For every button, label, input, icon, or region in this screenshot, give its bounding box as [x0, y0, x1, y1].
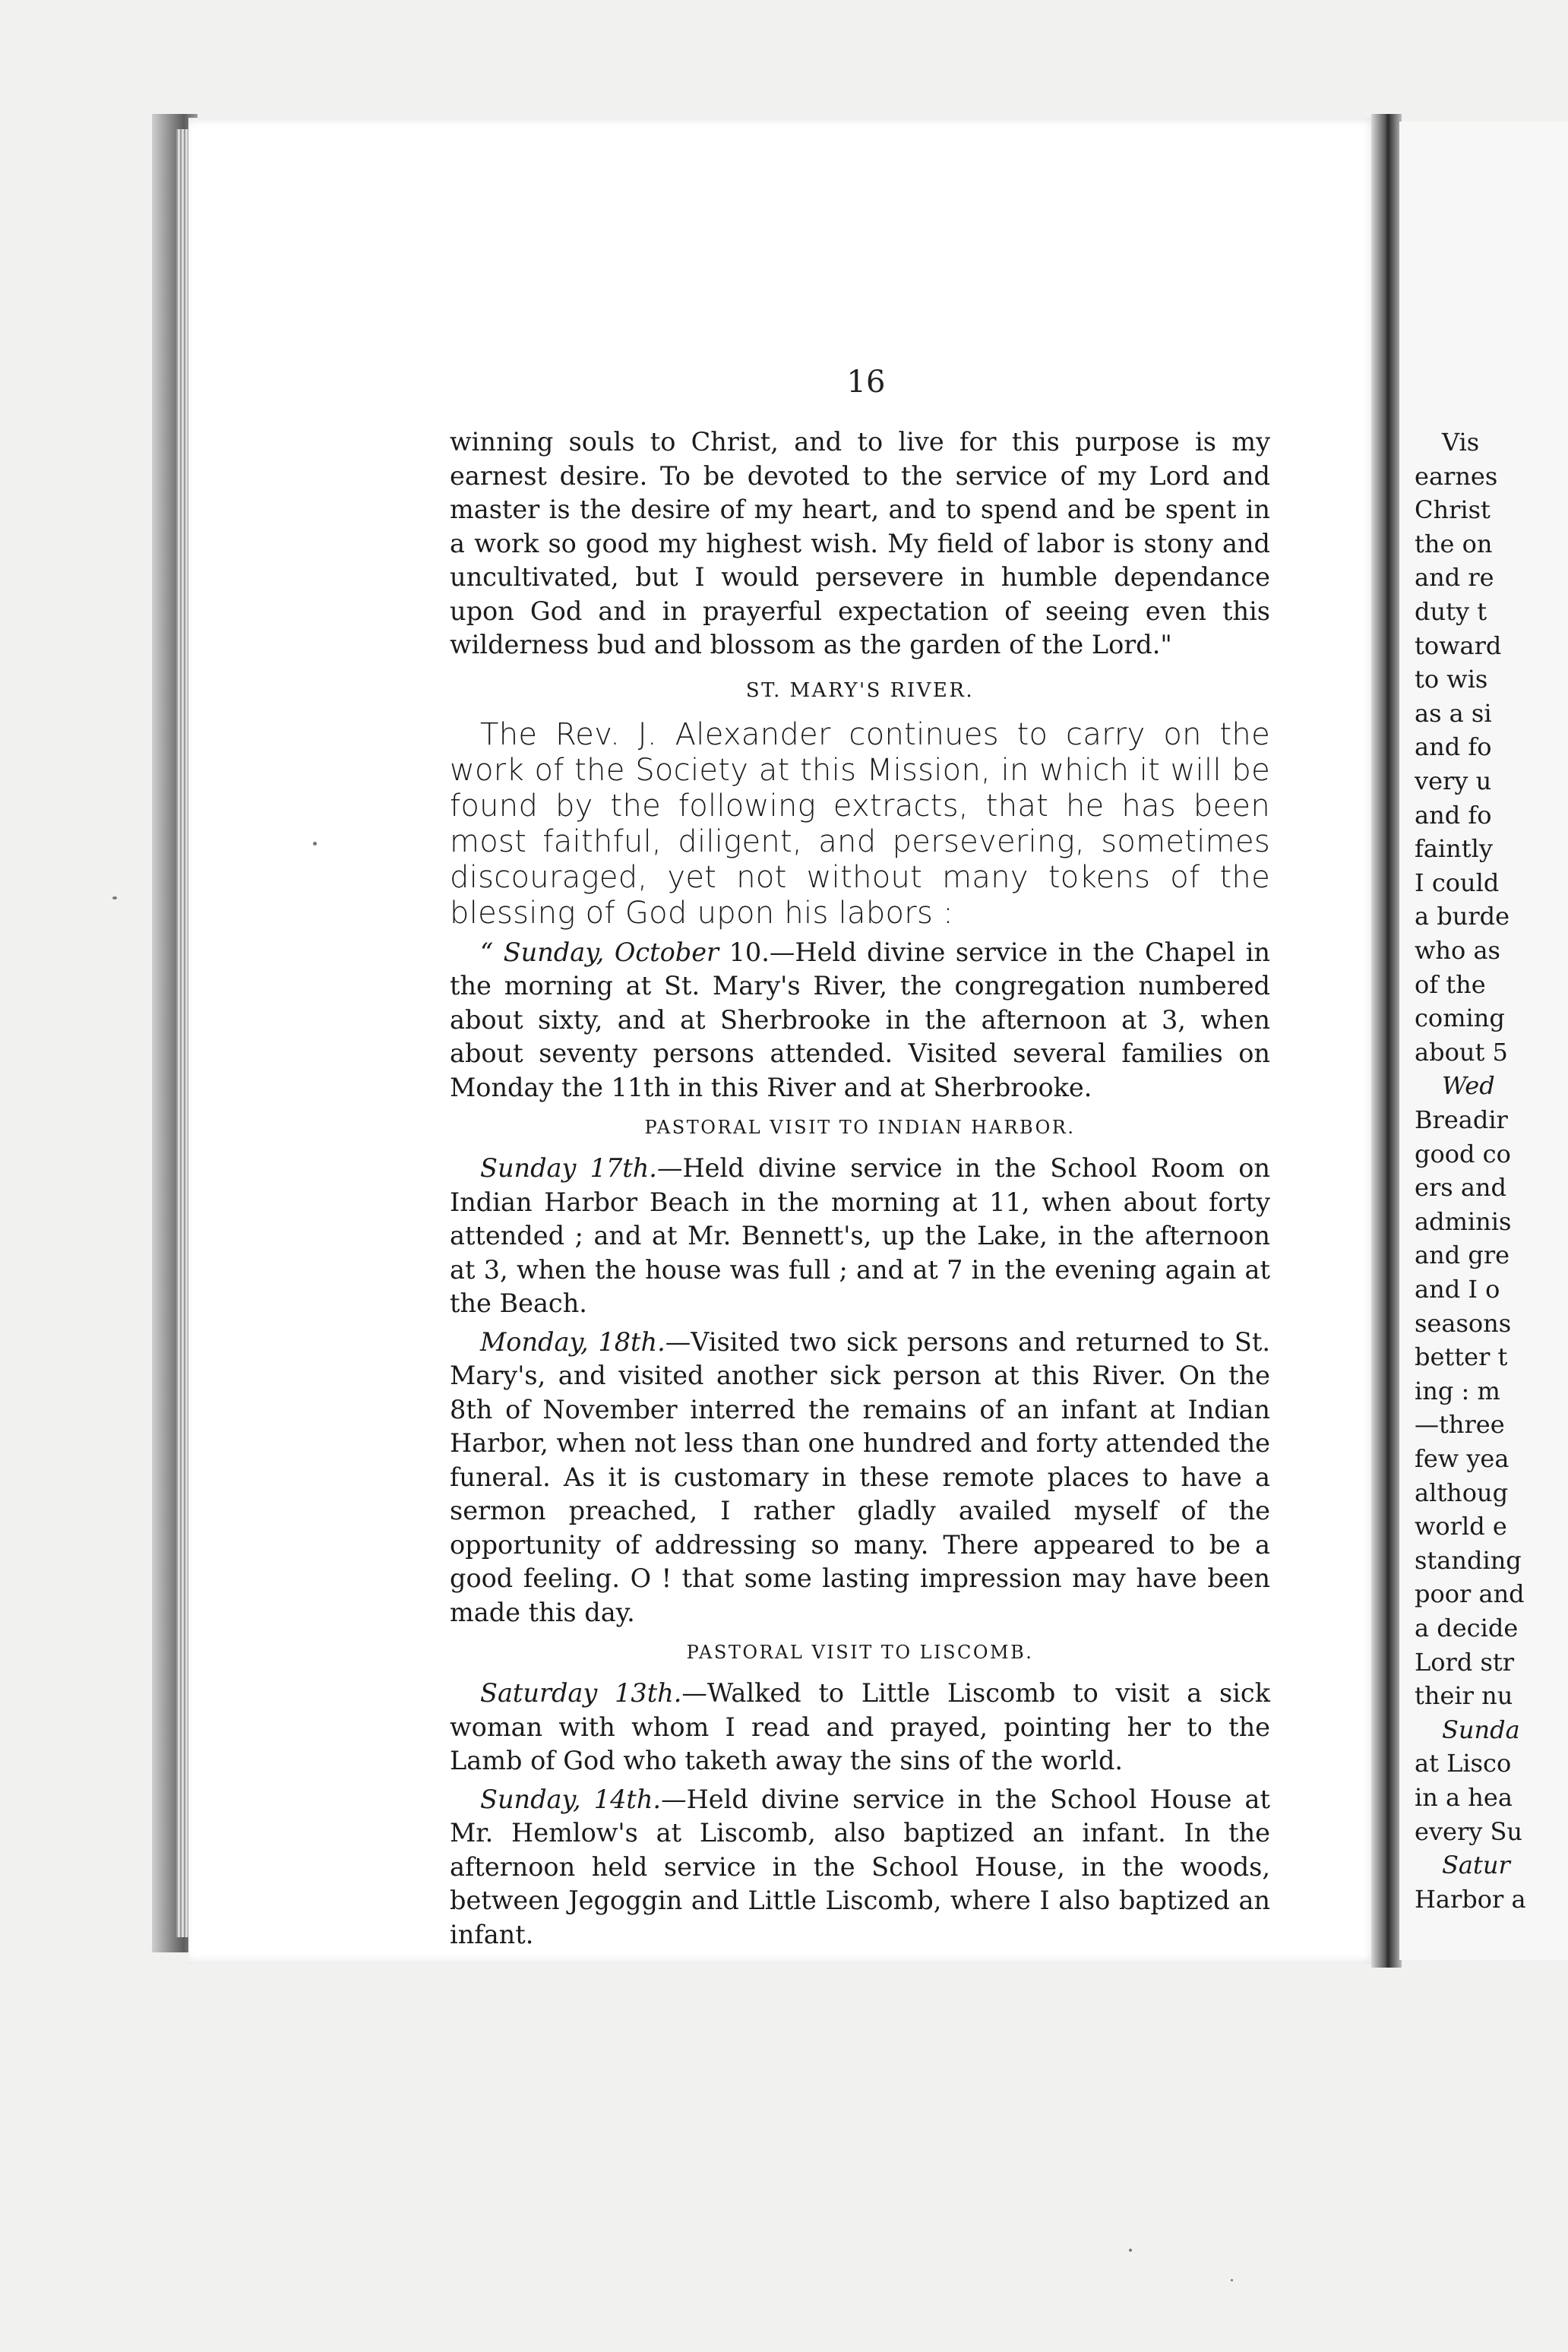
book-gutter [1371, 114, 1402, 1968]
right-page-line: Satur [1442, 1851, 1510, 1880]
entry-date: Saturday 13th. [480, 1678, 682, 1708]
right-page-line: the on [1415, 529, 1493, 558]
right-page-line: toward [1415, 631, 1502, 660]
left-page-text [450, 425, 1270, 1952]
entry-text: —Held divine service in the School Room on Indian Harbor Beach in the morning at 11, when about forty attended ; and at Mr. Bennett's, up the Lake, in the afternoon at 3, when the house was full ; and at 7 in the evening again at the Beach. [450, 1153, 1270, 1318]
scan-speck [1231, 2279, 1233, 2281]
journal-entry-oct-10 [450, 936, 1270, 1105]
right-page-line: very u [1415, 767, 1492, 795]
right-page-line: a burde [1415, 902, 1510, 931]
right-page-line: who as [1415, 936, 1500, 965]
entry-date: “ Sunday, October [480, 937, 719, 967]
right-page-line: their nu [1415, 1681, 1513, 1711]
right-page-line: at Lisco [1415, 1749, 1512, 1778]
entry-text: 10.—Held divine service in the Chapel in the morning at St. Mary's River, the congregation numbered about sixty, and at Sherbrooke in the afternoon at 3, when about seventy persons attended. Visited several families on Monday the 11th in this River and at Sherbrooke. [450, 937, 1270, 1102]
right-page-line: few yea [1415, 1444, 1510, 1473]
right-page-line: I could [1415, 868, 1500, 897]
right-page-line: seasons [1415, 1308, 1512, 1338]
right-page-line: Vis [1442, 428, 1480, 457]
right-page-line: about 5 [1415, 1037, 1508, 1067]
right-page-line: poor and [1415, 1579, 1525, 1609]
entry-date: Sunday 17th. [480, 1153, 657, 1183]
right-page-line: Lord str [1415, 1647, 1515, 1677]
right-page-line: world e [1415, 1512, 1507, 1541]
journal-entry-sunday-17 [450, 1152, 1270, 1321]
page-number: 16 [846, 365, 886, 400]
right-page-line: in a hea [1415, 1783, 1513, 1812]
right-page-line: of the [1415, 969, 1486, 999]
right-page-line: a decide [1415, 1614, 1519, 1642]
right-page-line: faintly [1415, 834, 1493, 864]
right-page-line: duty t [1415, 597, 1487, 626]
scan-speck [1129, 2249, 1132, 2252]
right-page-line: Sunda [1442, 1715, 1520, 1744]
right-page-line: and I o [1415, 1275, 1500, 1304]
right-page-line: earnes [1415, 461, 1498, 491]
entry-text: —Walked to Little Liscomb to visit a sick woman with whom I read and prayed, pointing her to the Lamb of God who taketh away the sins of the world. [450, 1678, 1270, 1775]
right-page-line: standing [1415, 1545, 1522, 1575]
right-page-line: to wis [1415, 665, 1488, 694]
section-heading-liscomb: PASTORAL VISIT TO LISCOMB. [686, 1642, 1034, 1663]
right-page-line: —three [1415, 1410, 1505, 1440]
right-page-line: and re [1415, 563, 1494, 593]
section-heading-st-marys: ST. MARY'S RIVER. [745, 678, 975, 702]
journal-entry-monday-18 [450, 1326, 1270, 1630]
journal-entry-saturday-13 [450, 1677, 1270, 1778]
right-page-line: Harbor a [1415, 1884, 1526, 1914]
entry-text: —Held divine service in the School House at Mr. Hemlow's at Liscomb, also baptized an infant. In the afternoon held service in the School House, in the woods, between Jegoggin and Little Liscomb, where I also baptized an infant. [450, 1784, 1270, 1949]
right-page-line: better t [1415, 1342, 1508, 1372]
right-page-line: adminis [1415, 1206, 1512, 1236]
right-page-line: althoug [1415, 1478, 1509, 1507]
right-page-line: as a si [1415, 698, 1492, 728]
entry-date: Monday, 18th. [480, 1326, 665, 1357]
right-page-line: Christ [1415, 495, 1491, 525]
right-page-line: good co [1415, 1139, 1511, 1168]
right-page-line: ing : m [1415, 1376, 1500, 1405]
right-page-line: and fo [1415, 800, 1492, 830]
intro-paragraph: The Rev. J. Alexander continues to carry on the work of the Society at this Mission, in which it will be found by the following extracts, that he has been most faithful, diligent, and persevering, sometimes discouraged, yet not without many tokens of the blessing of God upon his labors : [450, 716, 1270, 931]
scan-speck [313, 842, 317, 846]
entry-text: —Visited two sick persons and returned to St. Mary's, and visited another sick person at this River. On the 8th of November interred the remains of an infant at Indian Harbor, when not less than one hundred and forty attended the funeral. As it is customary in these remote places to have a sermon preached, I rather gladly availed myself of the opportunity of addressing so many. There appeared to be a good feeling. O ! that some lasting impression may have been made this day. [450, 1326, 1270, 1627]
right-page-line: and fo [1415, 732, 1492, 762]
section-heading-indian-harbor: PASTORAL VISIT TO INDIAN HARBOR. [644, 1117, 1076, 1138]
right-page-line: ers and [1415, 1173, 1506, 1203]
right-page [1399, 122, 1568, 1960]
right-page-line: and gre [1415, 1241, 1510, 1270]
right-page-line: Breadir [1415, 1105, 1508, 1134]
right-page-line: coming [1415, 1004, 1505, 1033]
right-page-line: every Su [1415, 1816, 1523, 1846]
entry-date: Sunday, 14th. [480, 1784, 662, 1814]
opening-paragraph: winning souls to Christ, and to live for this purpose is my earnest desire. To be devoted to the service of my Lord and master is the desire of my heart, and to spend and be spent in a work so good my highest wish. My field of labor is stony and uncultivated, but I would persevere in humble dependance upon God and in prayerful expectation of seeing even this wilderness bud and blossom as the garden of the Lord." [450, 427, 1270, 659]
journal-entry-sunday-14 [450, 1783, 1270, 1952]
right-page-line: Wed [1442, 1071, 1495, 1101]
scan-speck [112, 896, 117, 899]
